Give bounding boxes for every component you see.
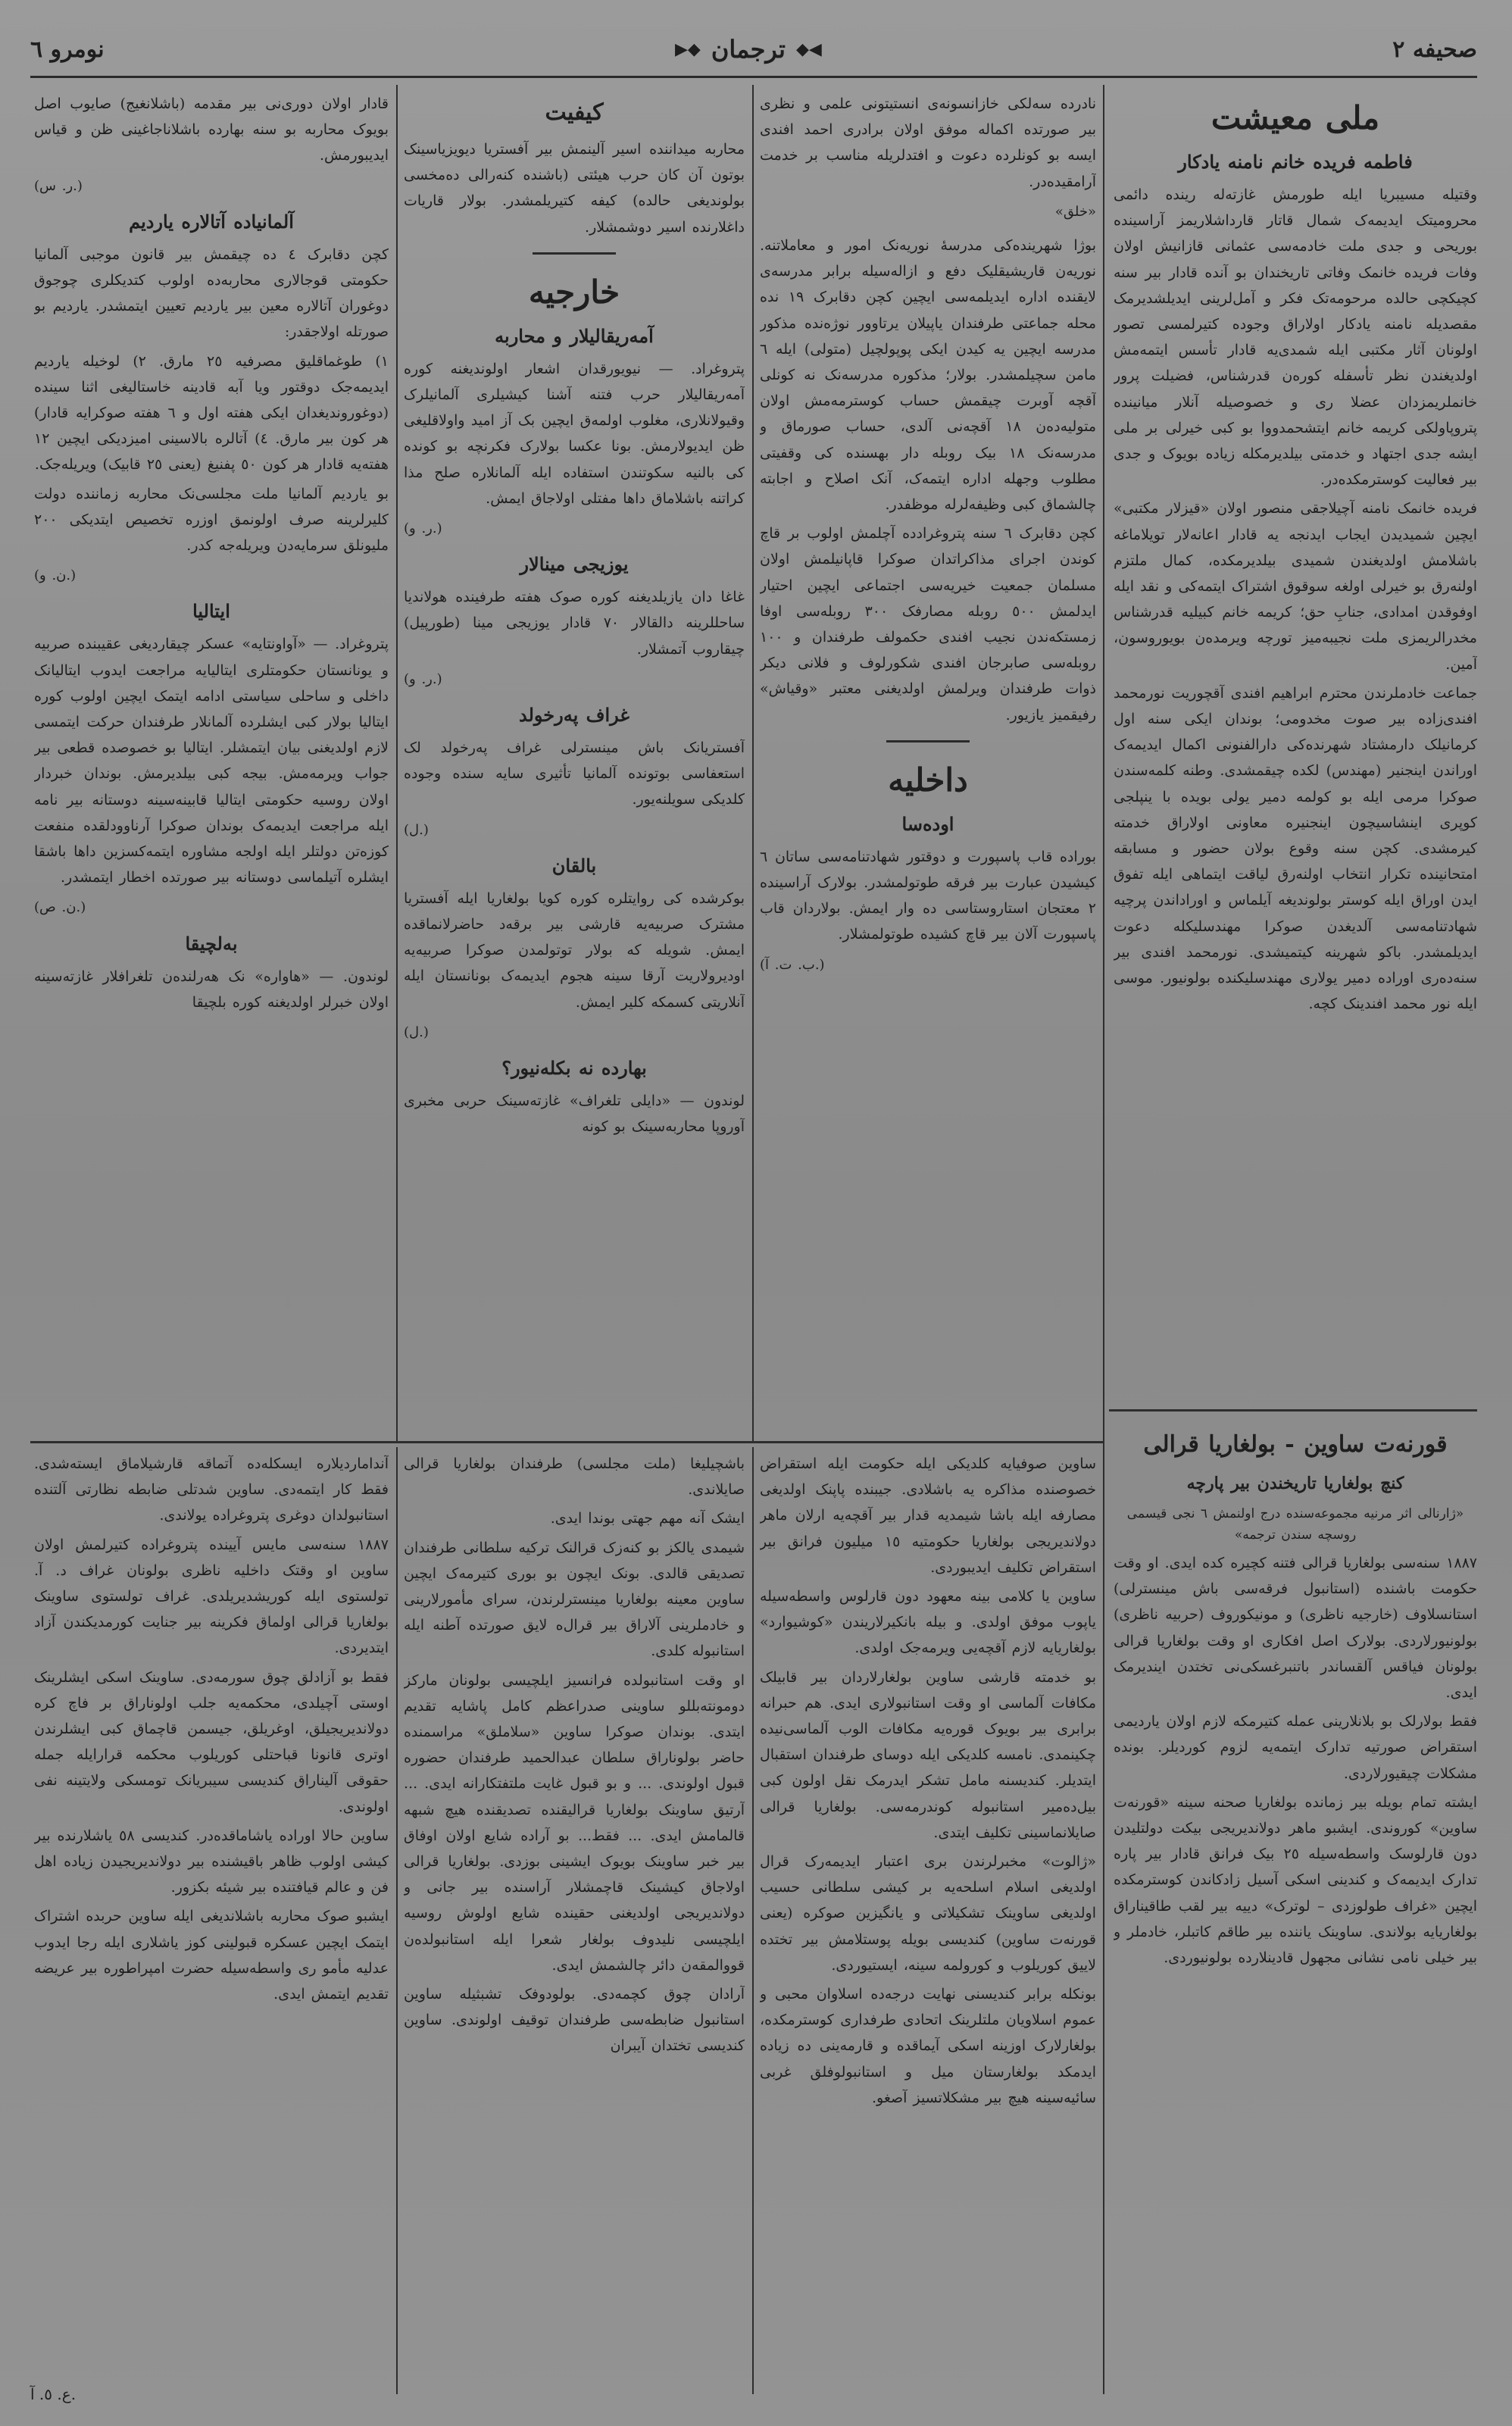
paragraph: ١) طوغماقلیق مصرفیه ٢٥ مارق. ٢) لوخیله یاردیم ایدیمه‌جک دوقتور ویا آبه قادینه خاستالیغی اثنا سینده (دوغوروندیغدان ایکی هفته اول و ٦ هفته صوکرایه قادار) هر کون بیر مارق. ٤) آتالره بالاسینی امیزدیکی ایچین ١٢ هفته‌یه قادار هر کون ٥٠ پفنیغ (یعنی ٢٥ قابیک) ویریله‌جک.: [34, 352, 389, 474]
column-rule: [752, 85, 754, 1441]
paragraph: آرادان چوق کچمه‌دی. بولودوفک تشبثیله ساوین استانبول ضابطه‌سی طرفندان توقیف اولوندی. ساوین کندیسی تختدان آیبران: [404, 1986, 745, 2055]
paragraph: کچن دقابرک ٦ سنه پتروغرادده آچلمش اولوب بر قاچ کوندن اجرای مذاکراتدان صوکرا قاپانیلمش اولان مسلمان جمعیت خیریه‌سی اجتماعی ایچین احتیار ایدلمش ٥٠٠ روبله مصارفک ٣٠٠ روبله‌سی اوفا زمستکه‌ندن نجیب افندی حکمولف طرفندان و ١٠٠ روبله‌سی صابرجان افندی شکورلوف و فلانی دیکر ذوات طرفندان ویرلمش اولدیغنی معتبر «وقیاش» رفیقمیز یازیور.: [760, 525, 1096, 724]
article-subtitle: بالقان: [551, 854, 597, 877]
signature: (ن. ص.): [34, 899, 86, 916]
signature: (ل.): [404, 1024, 429, 1040]
paragraph: ایشبو صوک محاربه باشلاندیغی ایله ساوین حربده اشتراک ایتمک ایچین عسکره قبولینی کوز یاشلاری ایله رجا ایدوب عدلیه مأمو ری واسطه‌سیله حضرت امپراطوره بیر عریضه تقدیم ایتمش ایدی.: [34, 1908, 389, 2003]
column-rule: [752, 1447, 754, 2394]
masthead: [30, 23, 1477, 78]
paragraph: بونکله برابر کندیسنی نهایت درجه‌ده اسلاوان محبی و عموم اسلاویان ملتلرینک اتحادی طرفداری کوسترمکده، بولغارلارک اوزینه اسکی آیماقده و قارمه‌ینی ده زیاده ایدمکد بولغارستان میل و استانبولوفلق غربی سائیه‌سینه هیچ بیر مشکلاتسیز آصغو.: [760, 1986, 1096, 2106]
article-subtitle: آلمانیاده آتالاره یاردیم: [129, 210, 294, 233]
paragraph: وقتیله مسیبریا ایله طورمش غازته‌له رینده دائمی محرومیتک ایدیمه‌ک شمال قاتار قارداشلاریمز آراسینده بوریحی و جدی ملت خادمه‌سی عثمانی قازانیش اولان وفات فریده خانمک وفاتی تاریخندان بو آنده قادار بیر سنه کچیکچی حالده مرحومه‌تک فکر و آمل‌لرینی ایدیلشدیرمک مقصدیله نامنه یادکار اولاراق وجوده کتیرلمسی تصور اولونان آثار مکتبی ایله شمدی‌یه قادار تأسس ایتمه‌مش اولدیغندن نظر تأسفله کوره‌ن قدرشناس، فضیلت پرور خانملریمزدان عضلا ری و خصوصیله آنلار میانینده پتروپاولکی کریمه خانم ایتشحمدووا بو کبی خیرلی بر ملی ایشه‌ جدی اجتهاد و خدمتی بیلدیرمکله زیاده بویوک و جدی بیر فعالیت کوسترمکده‌در.: [1114, 186, 1477, 489]
serial-title: قورنەت ساوین - بولغاریا قرالی: [1143, 1431, 1448, 1458]
signature: (ر. س.): [34, 177, 83, 194]
paragraph: قادار اولان دوری‌نی بیر مقدمه (باشلانغیج) صایوب اصل بویوک محاربه بو سنه بهارده باشلاناجاغینی ظن و قیاس ایدیبورمش.: [34, 95, 389, 164]
section-rule: [30, 1441, 1103, 1443]
paragraph: لوندون. — «هاواره» نک هەرلنده‌ن تلغرافلار غازته‌سینه اولان خبرلر اولدیغنه کوره بلچیقا: [34, 968, 389, 1011]
paper-title: [675, 35, 822, 64]
signature: (ل.): [404, 821, 429, 838]
article-title: ملی معیشت: [1211, 99, 1380, 136]
column-rule: [1103, 1417, 1104, 2394]
signature: (ر. و.): [404, 521, 442, 537]
serial-column-1: [1114, 1423, 1477, 2400]
section-title: داخلیه: [888, 761, 968, 799]
separator-line: [886, 740, 970, 742]
paragraph: ایشته تمام بویله بیر زمانده بولغاریا صحنه سینه «قورنەت ساوین» کوروندی. ایشبو ماهر دولاندیریجی بیکت دولتلیدن دون قارلوسک واسطه‌سیله ٢٥ بیک فرانق قادار بیر پاره تدارک ایدیمه‌ک و کندینی اسکی آسیل زادکاندن کوسترمکده ایچین «غراف طولوزدی – لوترک» دییه بیر لقب طاقیناراق بولغاریایه بولاندی. ساوینک یاننده بیر طاقم کاتبلر، خادملر و بیر خیلی نامی نشانی مجهول قادینلارده بولونیوردی.: [1114, 1793, 1477, 1967]
paragraph: نادرده سه‌لکی خازانسونه‌ی انستیتونی علمی و نظری بیر صورتده اکماله موفق اولان برادری احمد افندی ایسه بو کونلرده دعوت و افتدلریله مناسب بر خدمت آرامقیده‌در.: [760, 95, 1096, 190]
section-subtitle: اودەسا: [901, 812, 954, 835]
section-rule: [1109, 1409, 1477, 1412]
paragraph: شیمدی یالکز بو کنه‌زک قرالنک ترکیه سلطانی طرفندان تصدیقی قالدی. بونک ایچون بو بوری کتیرمه‌ک ایچین ساوین معینه بولغاریا مینسترلرندن، سرای مأمورلارینی و خادملرینی آلاراق بیر قرال‌ه لایق صورتده آطنه ایله استانبوله کلدی.: [404, 1539, 745, 1660]
paragraph: «ژالوت» مخبرلرندن بری اعتبار ایدیمه‌رک قرال اولدیغی اسلام اسلحه‌یه بر کیشی سلطانی حسیب اولدیغی ساوینک تشکیلاتی و یانگیزین صوکره (یعنی قورنەت ساوین) کندیسی بویله پوستلامش بیر تختده لاییق کوریلوب و کورولمه سینه، ایستیوردی.: [760, 1853, 1096, 1974]
article-subtitle: ایتالیا: [192, 600, 230, 623]
paragraph: آفستریانک باش مینسترلی غراف پەرخولد لک استعفاسی بوتونده آلمانیا تأثیری سایه سنده وجوده کلدیکی سویلنه‌یور.: [404, 739, 745, 808]
source-signoff: «خلق»: [1054, 203, 1096, 220]
article-subtitle: فاطمه فریده خانم نامنه یادکار: [1178, 151, 1413, 173]
article-title: کیفیت: [545, 99, 604, 126]
paper-name: ترجمان: [711, 35, 786, 64]
paragraph: بوژا شهرینده‌کی مدرسهٔ نوریه‌نک امور و معاملاتنه. نوریه‌ن قاریشیقلیک دفع و ازاله‌سیله برابر مدرسه‌ی لایقنده اداره ایدیلمه‌سی ایچین کچن دقابرک ١٩ نده محله جماعتی طرفندان یاپیلان یرتاوور نوژه‌نده مذکور مدرسه ایچین یه کیدن ایکی پوپولچیل (متولی) ایله ٦ مامن سچیلمشدر. بولار؛ مذکوره مدرسه‌نک نه کونلی آقچه آوبرت چیقمش حساب کوسترمه‌مش اولان متولیه‌ده‌ن ١٨ آقچه‌نی آلدی، حساب صورماق و مدرسه‌نک ١٨ بیک روبله دار بهسنده کی وقفیتی مطلوب وجهله اداره ایتمه‌ک، آنک اصلاح و اجابته چالشماق کبی وظیفه‌لرله موظفدر.: [760, 237, 1096, 514]
paragraph: بو یاردیم آلمانیا ملت مجلسی‌نک محاربه زماننده دولت کلیرلرینه صرف اولونمق اوزره تخصیص ایتدیکی ٢٠٠ ملیونلق سرمایه‌دن ویریله‌جه کدر.: [34, 485, 389, 555]
column-foreign-cont: [34, 91, 389, 1436]
paragraph: بوراده قاب پاسپورت و دوقتور شهادتنامه‌سی ساتان ٦ کیشیدن عبارت بیر فرقه طوتولمشدر. بولارک آراسینده ٢ معتجان استاروستاسی ده وار ایمش. بولاردان قاب پاسپورت آلان بیر قاچ کشیده طوتولمشلار.: [760, 848, 1096, 943]
paragraph: فقط بولارلک بو بلانلارینی عمله کتیرمکه لازم اولان یاردیمی استقراض صورتیه تدارک ایتمه‌یه لزوم کوردیلر. بونده مشکلات چیقیورلاردی.: [1114, 1713, 1477, 1782]
column-national-life: [1114, 91, 1477, 1405]
paragraph: آنداماردیلاره ایسکله‌ده آتماقه قارشیلاماق ایسته‌شدی. فقط کار ایتمه‌دی. ساوین شدتلی ضابطه نظارتی آلتنده استانبولدان دوغری پتروغراده یولاندی.: [34, 1455, 389, 1524]
paragraph: لوندون — «دایلی تلغراف» غازته‌سینک حربی مخبری آوروپا محاربه‌سینک بو کونه: [404, 1093, 745, 1136]
paragraph: ١٨٨٧ سنه‌سی مایس آیینده پتروغراده کتیرلمش اولان ساوین او وقتک داخلیه ناظری بولونان غراف د. آ. تولستوی ایله کوریشدیریلدی. غراف تولستوی ساوینک بولغاریا قرالی اولماق فکرینه بیر جنایت کورمدیکندن آزاد ایتدیردی.: [34, 1536, 389, 1657]
paragraph: فریده خانمک نامنه آچیلاجقی منصور اولان «قیزلار مکتبی» ایچین شمیدیدن ایجاب ایدنجه‌ یه قادار اعانه‌لار تویلاماغه باشلامش اولدیغندن شمیدی بیلدیرمکده، کمال ملتزم اولنه‌رق بو خیرلی اولغه سوقوق اشتراک ایتمه‌کی و نقد ایله اوفوقدن امدادی، جنابِ حق؛ کریمه خانم کبیلیه قدرشناس مخدرالریمزی ملت نجیبه‌میز تورچه ویرمده‌ن بویوروسون، آمین.: [1114, 500, 1477, 673]
column-rule: [1103, 85, 1104, 1441]
signature: (ر. و.): [404, 671, 442, 687]
page-number-label: صحیفه ۲: [1392, 36, 1477, 63]
column-rule: [396, 85, 398, 1441]
column-rule: [396, 1447, 398, 2394]
serial-column-4: [34, 1451, 389, 2383]
paragraph: ساوین صوفیایه کلدیکی ایله حکومت ایله استقراض خصوصنده مذاکره یه باشلادی. جیبنده پاپنک اولدیغی مصارفه ایله باشا شیمدیه قدار بیر آقچه‌یه ارلان ماهر دولاندیریجی بولغاریا حکومتیه ١٥ میلیون فرانق بیر استقراض تکلیف ایدیبوردی.: [760, 1455, 1096, 1576]
paragraph: ساوین یا کلامی بینه معهود دون قارلوس واسطه‌سیله یاپوب موفق اولدی. و بیله بانکیرلاریندن «کوشیوارد» بولغاریایه لازم آقچه‌یی ویرمه‌جک اولدی.: [760, 1588, 1096, 1657]
paragraph: پتروغراد. — «آواونتایه» عسکر چیقاردیغی عقیبنده صربیه و یونانستان حکومتلری ایتالیایه مراجعت ایدوب ایتالیانک داخلی و ساحلی سیاستی ادامه ایتمک ایچین اولوب کوره ایتالیا بولار کبی ایشلرده آلمانلار طرفندان حرکت ایتمسی لازم اولدیغنی بیان ایتمشلر. ایتالیا بو خصوصده قطعی بیر جواب ویرمه‌مش. بیجه کبی بیلدیرمش. بوندان خبردار اولان روسیه حکومتی ایتالیا قابینه‌سینه دوستانه بیر نامه ایله مراجعت ایدیمه‌ک بوندان صوکرا آرناوودلقده منفعت کوزه‌تن دولتلر ایله اولجه مشاوره ایتمه‌کسزین داها باشقا ایشلره آتیلماسی دوستانه بیر صورتده اخطار ایتمشدر.: [34, 636, 389, 886]
signature: (ن. و.): [34, 567, 77, 584]
article-subtitle: بەلچیقا: [185, 932, 238, 955]
paragraph: او وقت استانبولده فرانسیز ایلچیسی بولونان مارکز دومونته‌بللو ساوینی صدراعظم کامل پاشایه تقدیم ایتدی. بوندان صوکرا ساوین «سلاملق» مراسمنده حاضر بولوناراق سلطان عبدالحمید طرفندان حضوره قبول اولوندی. ... و بو قبول غایت ملتفتکارانه ایدی. ... آرتیق ساوینک بولغاریا قرالیقنده تصدیقنده هیچ شبهه قالمامش ایدی. ... فقط... بو آراده شایع اولان اوفاق بیر خبر ساوینک بویوک ایشینی بوزدی. بولغاریا قرالی اولاجاق کیشینک قاچمشلار آراسنده بیر جانی و دولاندیریجی اولدیغنی حقینده شایع اولوش روسیه ایلچیسی نلیدوف بولغار شعرا ایله استانبولده‌ن قووالمقه‌ن دائر چالشمش ایدی.: [404, 1671, 745, 1974]
section-title: خارجیه: [528, 273, 620, 311]
paragraph: باشچیلیغا (ملت مجلسی) طرفندان بولغاریا قرالی صایلاندی.: [404, 1455, 745, 1499]
paragraph: ساوین حالا اوراده یاشاماقده‌در. کندیسی ٥٨ یاشلارنده بیر کیشی اولوب ظاهر باقیشنده بیر دولاندیریجیدن زیاده اهل فن و عالم قیافتنده بیر شیئه بکزور.: [34, 1827, 389, 1896]
signature: (ب. ت. آ.): [760, 956, 825, 973]
ornament-left-icon: ◀◆: [795, 39, 822, 59]
paragraph: ١٨٨٧ سنه‌سی بولغاریا قرالی فتنه کچیره کده ایدی. او وقت حکومت باشنده (استانبول فرقه‌سی باش مینسترلی) استانسلاوف (خارجیه ناظری) و مونیکوروف (حربیه ناظری) بولونیورلاردی. بولارک اصل افکاری او وقت بولغاریا قرالی بولونان فیاقس آلقساندر باتنبرغسکی‌نی تختدن ایندیرمک ایدی.: [1114, 1555, 1477, 1702]
paragraph: فقط بو آزادلق چوق سورمه‌دی. ساوینک اسکی ایشلرینک اوستی آچیلدی، محکمه‌یه جلب اولوناراق بر فاچ کره دولاندیریجیلق، اوغریلق، جیسمن قاچماق کبی ایشلرندن اوتری قانونا قباحتلی کوریلوب محکمه قرارایله جمله حقوقی آلیناراق کندیسی سیبریانک تومسکی ولایتینه نفی اولوندی.: [34, 1668, 389, 1815]
article-subtitle: آمه‌ریقالیلار و محاربه: [495, 324, 654, 347]
paragraph: غاغا دان یازیلدیغنه کوره صوک هفته طرفینده هولاندیا ساحللرینه دالقالار ٧٠ قادار یوزیجی مینا (طورپیل) چیقاروب آتمشلار.: [404, 589, 745, 658]
serial-column-2: [760, 1451, 1096, 2398]
serial-note: «ژارنالی اثر مرنیه مجموعه‌سنده درج اولنمش ٦ نجی قیسمی روسچه سندن ترجمه»: [1126, 1506, 1464, 1543]
serial-column-3: [404, 1451, 745, 2398]
paragraph: ایشک آنه مهم جهتی بوندا ایدی.: [550, 1510, 745, 1527]
separator-line: [533, 252, 616, 255]
ornament-right-icon: ◆▶: [675, 39, 701, 59]
paragraph: بوکرشده کی روایتلره کوره کویا بولغاریا ایله آفستریا مشترک صربیه‌یه قارشی بیر برقه‌د حاضرلانماقده ایمش. شویله که بولار توتولمدن صوکرا صربیه‌یه اودیرولاریت آرقا سینه هجوم ایدیمه‌ک بونانستان ایله آنلاریتی کسمکه کلیر ایمش.: [404, 889, 745, 1011]
paragraph: پتروغراد. — نیویورقدان اشعار اولوندیغنه کوره آمه‌ریقالیلار حرب فتنه آشنا کیشیلری آلمانیلرک وقیولانلاری، مغلوب اولمه‌ق ایچین بک آز امید واولاقلیغی ظن ایدیولارمش. بونا عکسا بولارک فکرنچه بو کونده کی بالنیه سکوتندن استفاده ایله آلمانلاره صلح مذا کراتنه باشلاماق داها مفتلی اولاجاق ایمش.: [404, 360, 745, 507]
paragraph: محاربه میداننده اسیر آلینمش بیر آفستریا دیویزیاسینک بوتون آن کان حرب هیئتی (باشنده کنه‌رالی ده‌مخسی بولوندیغی حالده) کیفه کتیریلمشدر. بولار قاریات داغلارنده اسیر دوشمشلار.: [404, 141, 745, 236]
column-domestic: [760, 91, 1096, 1436]
serial-subtitle: کنچ بولغاریا تاریخندن بیر پارچه: [1186, 1474, 1404, 1493]
paragraph: جماعت خادملرندن محترم ابراهیم افندی آقچوریت نورمحمد افندی‌زاده بیر صوت مخدومی؛ بوندان ایکی سنه اول کرمانیلک دارمشتاد شهرنده‌کی دارالفنونی اکمال ایدیمه‌ک اوراندن اینجنیر (مهندس) لکده چیقمشدی. وطنه کلمه‌سندن صوکرا مرمی ایله بو کولمه دمیر یولی بویده با ینپلجی کوپری اینشاسیچون اینجنیره معاونی اولاراق خدمته کیرمشدی. کچن سنه وقوع بولان حضور و مسابقه امتحانینده تکرار انتخاب اولنه‌رق لیاقت ایتماهی ایله تفوق ایدن اوراق ایله کوستر بولوندیغه آیلماس و اوراداندن پرچیه شهادتنامه‌سی آلدیغدن صوکرا مهندسلیکله دعوت ایدیلمشدر. باکو شهرینه کیتمیشدی. نورمحمد افندی بیر سنه‌ده‌ری اوراده دمیر یولاری مهندسلیکنده بولونیور. موسی ایله نور محمد افندینک کچه.: [1114, 684, 1477, 1013]
column-foreign: [404, 91, 745, 1436]
article-subtitle: یوزیجی مینالار: [520, 553, 629, 576]
serial-signature: ع. ٥. آ.: [30, 2385, 77, 2403]
paragraph: کچن دقابرک ٤ ده چیقمش بیر قانون موجبی آلمانیا حکومتی قوجالاری محاربه‌ده اولوب کتدیکلری چوجوق دوغوران آتالاره معین بیر یاردیم تعیین ایتمشدر. یاردیم بو صورتله اولاجقدر:: [34, 245, 389, 341]
issue-number-label: نومرو ٦: [30, 36, 105, 63]
paragraph: بو خدمته قارشی ساوین بولغارلاردان بیر قابیلک مکافات آلماسی او وقت استانبولاری ایدی. هم حبرانه برابری بیر بویوک قوره‌یه مکافات الوب آلماسی‌نیده‌ چکینمدی. نامسه کلدیکی ایله دوسای طرفندان استقبال ایتدیلر. کندیسنه مامل تشکر ایدرمک نقل اولون کبی بیل‌ده‌میر استانبوله کوندرمه‌سی. بولغاریا قرالی صایلانماسینی تکلیف ایتدی.: [760, 1668, 1096, 1841]
article-subtitle: بهارده نه بکله‌نیور؟: [501, 1057, 647, 1080]
article-subtitle: غراف پەرخولد: [519, 704, 629, 727]
